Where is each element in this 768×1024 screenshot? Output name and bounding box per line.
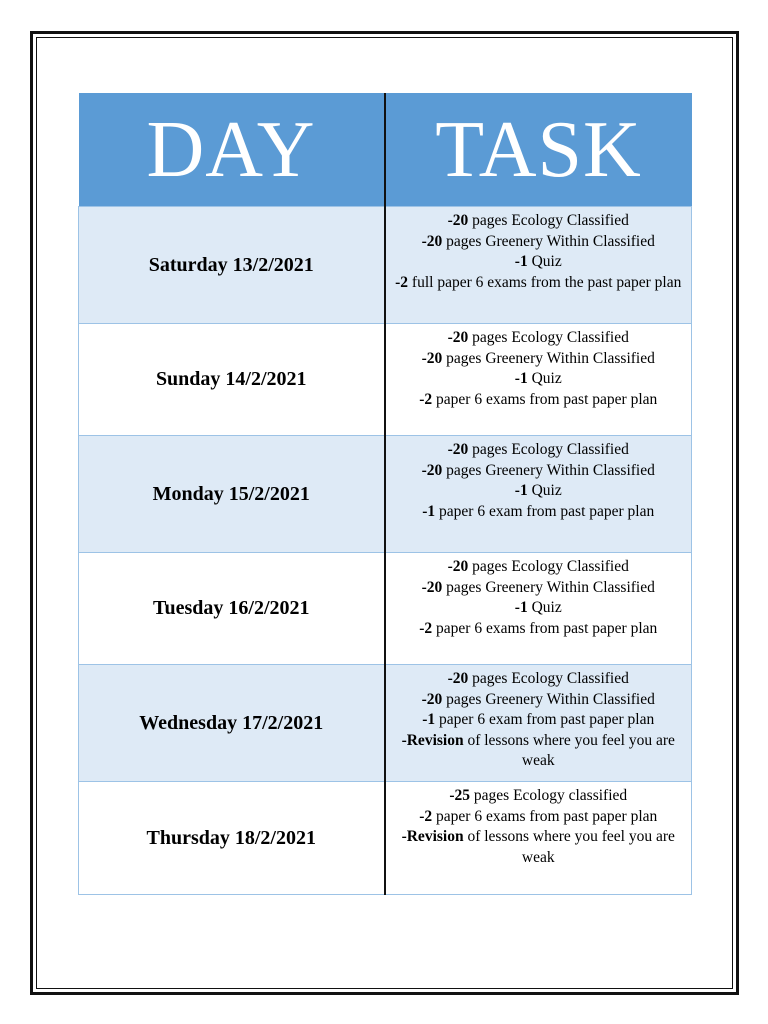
task-item <box>392 440 686 461</box>
task-column-header: TASK <box>385 93 692 207</box>
day-cell: Monday 15/2/2021 <box>79 436 385 553</box>
day-cell: Wednesday 17/2/2021 <box>79 665 385 782</box>
table-row <box>79 207 692 324</box>
task-quantity: -20 <box>447 558 469 575</box>
task-item <box>392 827 686 868</box>
task-item <box>392 369 686 390</box>
task-quantity: -1 <box>422 502 436 520</box>
table-body <box>79 207 692 895</box>
task-description: of lessons where you feel you are weak <box>463 731 675 769</box>
task-description: pages Greenery Within Classified <box>442 349 655 367</box>
task-quantity: -20 <box>421 349 443 367</box>
task-description: pages Greenery Within Classified <box>442 461 655 479</box>
task-item <box>392 461 686 482</box>
task-cell <box>385 665 692 782</box>
task-quantity: -1 <box>514 482 528 499</box>
task-item <box>392 328 686 349</box>
task-quantity: -1 <box>514 599 528 616</box>
day-cell: Sunday 14/2/2021 <box>79 324 385 436</box>
task-description: pages Greenery Within Classified <box>442 232 655 250</box>
task-item <box>392 578 686 599</box>
task-quantity: -20 <box>421 461 443 479</box>
task-item <box>392 710 686 731</box>
task-description: paper 6 exams from past paper plan <box>432 619 658 637</box>
task-item <box>392 211 686 232</box>
task-quantity: -2 <box>395 273 409 291</box>
task-item <box>392 690 686 711</box>
task-description: pages Greenery Within Classified <box>442 690 655 708</box>
day-cell: Tuesday 16/2/2021 <box>79 553 385 665</box>
task-item <box>392 349 686 370</box>
task-description: Quiz <box>527 599 562 616</box>
task-item <box>392 669 686 690</box>
task-item <box>392 619 686 640</box>
task-cell <box>385 782 692 895</box>
task-item <box>392 807 686 828</box>
task-quantity: -20 <box>447 212 469 229</box>
task-cell <box>385 207 692 324</box>
task-item <box>392 481 686 502</box>
task-quantity: -2 <box>419 619 433 637</box>
task-item <box>392 390 686 411</box>
task-cell <box>385 553 692 665</box>
task-quantity: -1 <box>514 253 528 270</box>
task-item <box>392 598 686 619</box>
task-quantity: -Revision <box>401 828 464 845</box>
task-item <box>392 502 686 523</box>
task-quantity: -1 <box>514 370 528 387</box>
task-quantity: -1 <box>422 711 436 728</box>
day-cell: Thursday 18/2/2021 <box>79 782 385 895</box>
task-quantity: -20 <box>447 441 469 458</box>
task-quantity: -20 <box>447 329 469 346</box>
task-description: pages Greenery Within Classified <box>442 578 655 596</box>
task-description: pages Ecology Classified <box>468 670 629 687</box>
task-description: pages Ecology classified <box>470 787 628 804</box>
task-description: pages Ecology Classified <box>468 558 629 575</box>
task-description: Quiz <box>527 253 562 270</box>
task-quantity: -25 <box>449 787 471 804</box>
task-description: Quiz <box>527 482 562 499</box>
task-description: full paper 6 exams from the past paper plan <box>408 273 682 291</box>
task-quantity: -20 <box>447 670 469 687</box>
task-quantity: -2 <box>419 390 433 408</box>
task-item <box>392 786 686 807</box>
task-quantity: -Revision <box>401 731 464 749</box>
day-cell: Saturday 13/2/2021 <box>79 207 385 324</box>
task-item <box>392 252 686 273</box>
task-quantity: -20 <box>421 578 443 596</box>
task-item <box>392 232 686 253</box>
task-description: paper 6 exam from past paper plan <box>435 502 655 520</box>
task-cell <box>385 324 692 436</box>
table-row <box>79 436 692 553</box>
task-description: pages Ecology Classified <box>468 441 629 458</box>
task-description: pages Ecology Classified <box>468 212 629 229</box>
table-row <box>79 553 692 665</box>
task-description: paper 6 exams from past paper plan <box>432 807 658 825</box>
task-quantity: -20 <box>421 690 443 708</box>
task-description: paper 6 exams from past paper plan <box>432 390 658 408</box>
task-quantity: -20 <box>421 232 443 250</box>
task-item <box>392 557 686 578</box>
task-description: paper 6 exam from past paper plan <box>435 711 655 728</box>
task-item <box>392 273 686 294</box>
table-row <box>79 782 692 895</box>
table-row <box>79 324 692 436</box>
study-schedule-table <box>78 93 692 895</box>
task-cell <box>385 436 692 553</box>
task-quantity: -2 <box>419 807 433 825</box>
task-description: of lessons where you feel you are weak <box>463 828 675 866</box>
task-description: pages Ecology Classified <box>468 329 629 346</box>
table-row <box>79 665 692 782</box>
table-header-row <box>79 93 692 207</box>
task-item <box>392 731 686 772</box>
day-column-header: DAY <box>79 93 385 207</box>
task-description: Quiz <box>527 370 562 387</box>
